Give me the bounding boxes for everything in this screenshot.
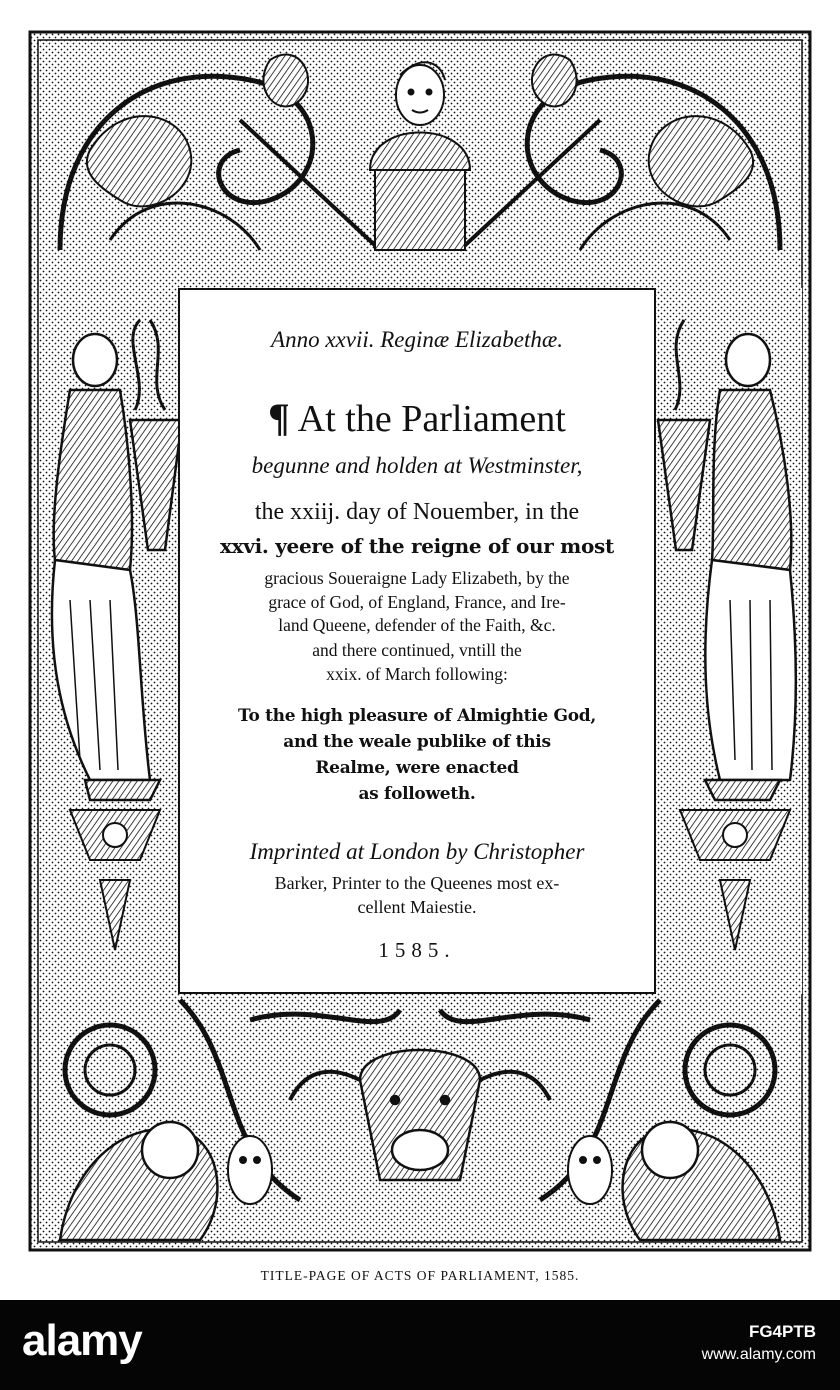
regnal-year-line: Anno xxvii. Reginæ Elizabethæ. bbox=[271, 327, 563, 352]
watermark-bar bbox=[0, 1300, 840, 1390]
blackletter-line: Realme, were enacted bbox=[315, 758, 519, 778]
text-line: xxix. of March following: bbox=[326, 664, 508, 684]
pilcrow-mark: ¶ bbox=[268, 395, 290, 440]
figure-caption: TITLE-PAGE OF ACTS OF PARLIAMENT, 1585. bbox=[260, 1268, 580, 1283]
blackletter-line: and the weale publike of this bbox=[283, 732, 551, 752]
imprint-line: Imprinted at London by Christopher bbox=[249, 839, 585, 864]
text-line: grace of God, of England, France, and Ire- bbox=[268, 592, 566, 612]
watermark-logo: alamy bbox=[22, 1316, 142, 1365]
text-line: begunne and holden at Westminster, bbox=[251, 453, 583, 478]
heading-text: At the Parliament bbox=[297, 398, 566, 440]
text-line: and there continued, vntill the bbox=[312, 640, 522, 660]
blackletter-line: as followeth. bbox=[358, 784, 476, 804]
title-text-panel bbox=[178, 288, 656, 994]
watermark-url: www.alamy.com bbox=[701, 1346, 816, 1363]
text-line: gracious Soueraigne Lady Elizabeth, by the bbox=[264, 568, 570, 588]
text-line: land Queene, defender of the Faith, &c. bbox=[278, 615, 556, 635]
image-id-label: FG4PTB bbox=[748, 1322, 816, 1341]
watermark-info bbox=[702, 1322, 816, 1364]
text-line: the xxiij. day of Nouember, in the bbox=[254, 499, 580, 525]
printer-line: cellent Maiestie. bbox=[357, 897, 477, 917]
printer-line: Barker, Printer to the Queenes most ex- bbox=[274, 873, 560, 893]
publication-year: 1585. bbox=[378, 938, 456, 962]
main-heading bbox=[180, 395, 654, 440]
blackletter-line: xxvi. yeere of the reigne of our most bbox=[220, 534, 614, 558]
blackletter-line: To the high pleasure of Almightie God, bbox=[238, 706, 596, 726]
